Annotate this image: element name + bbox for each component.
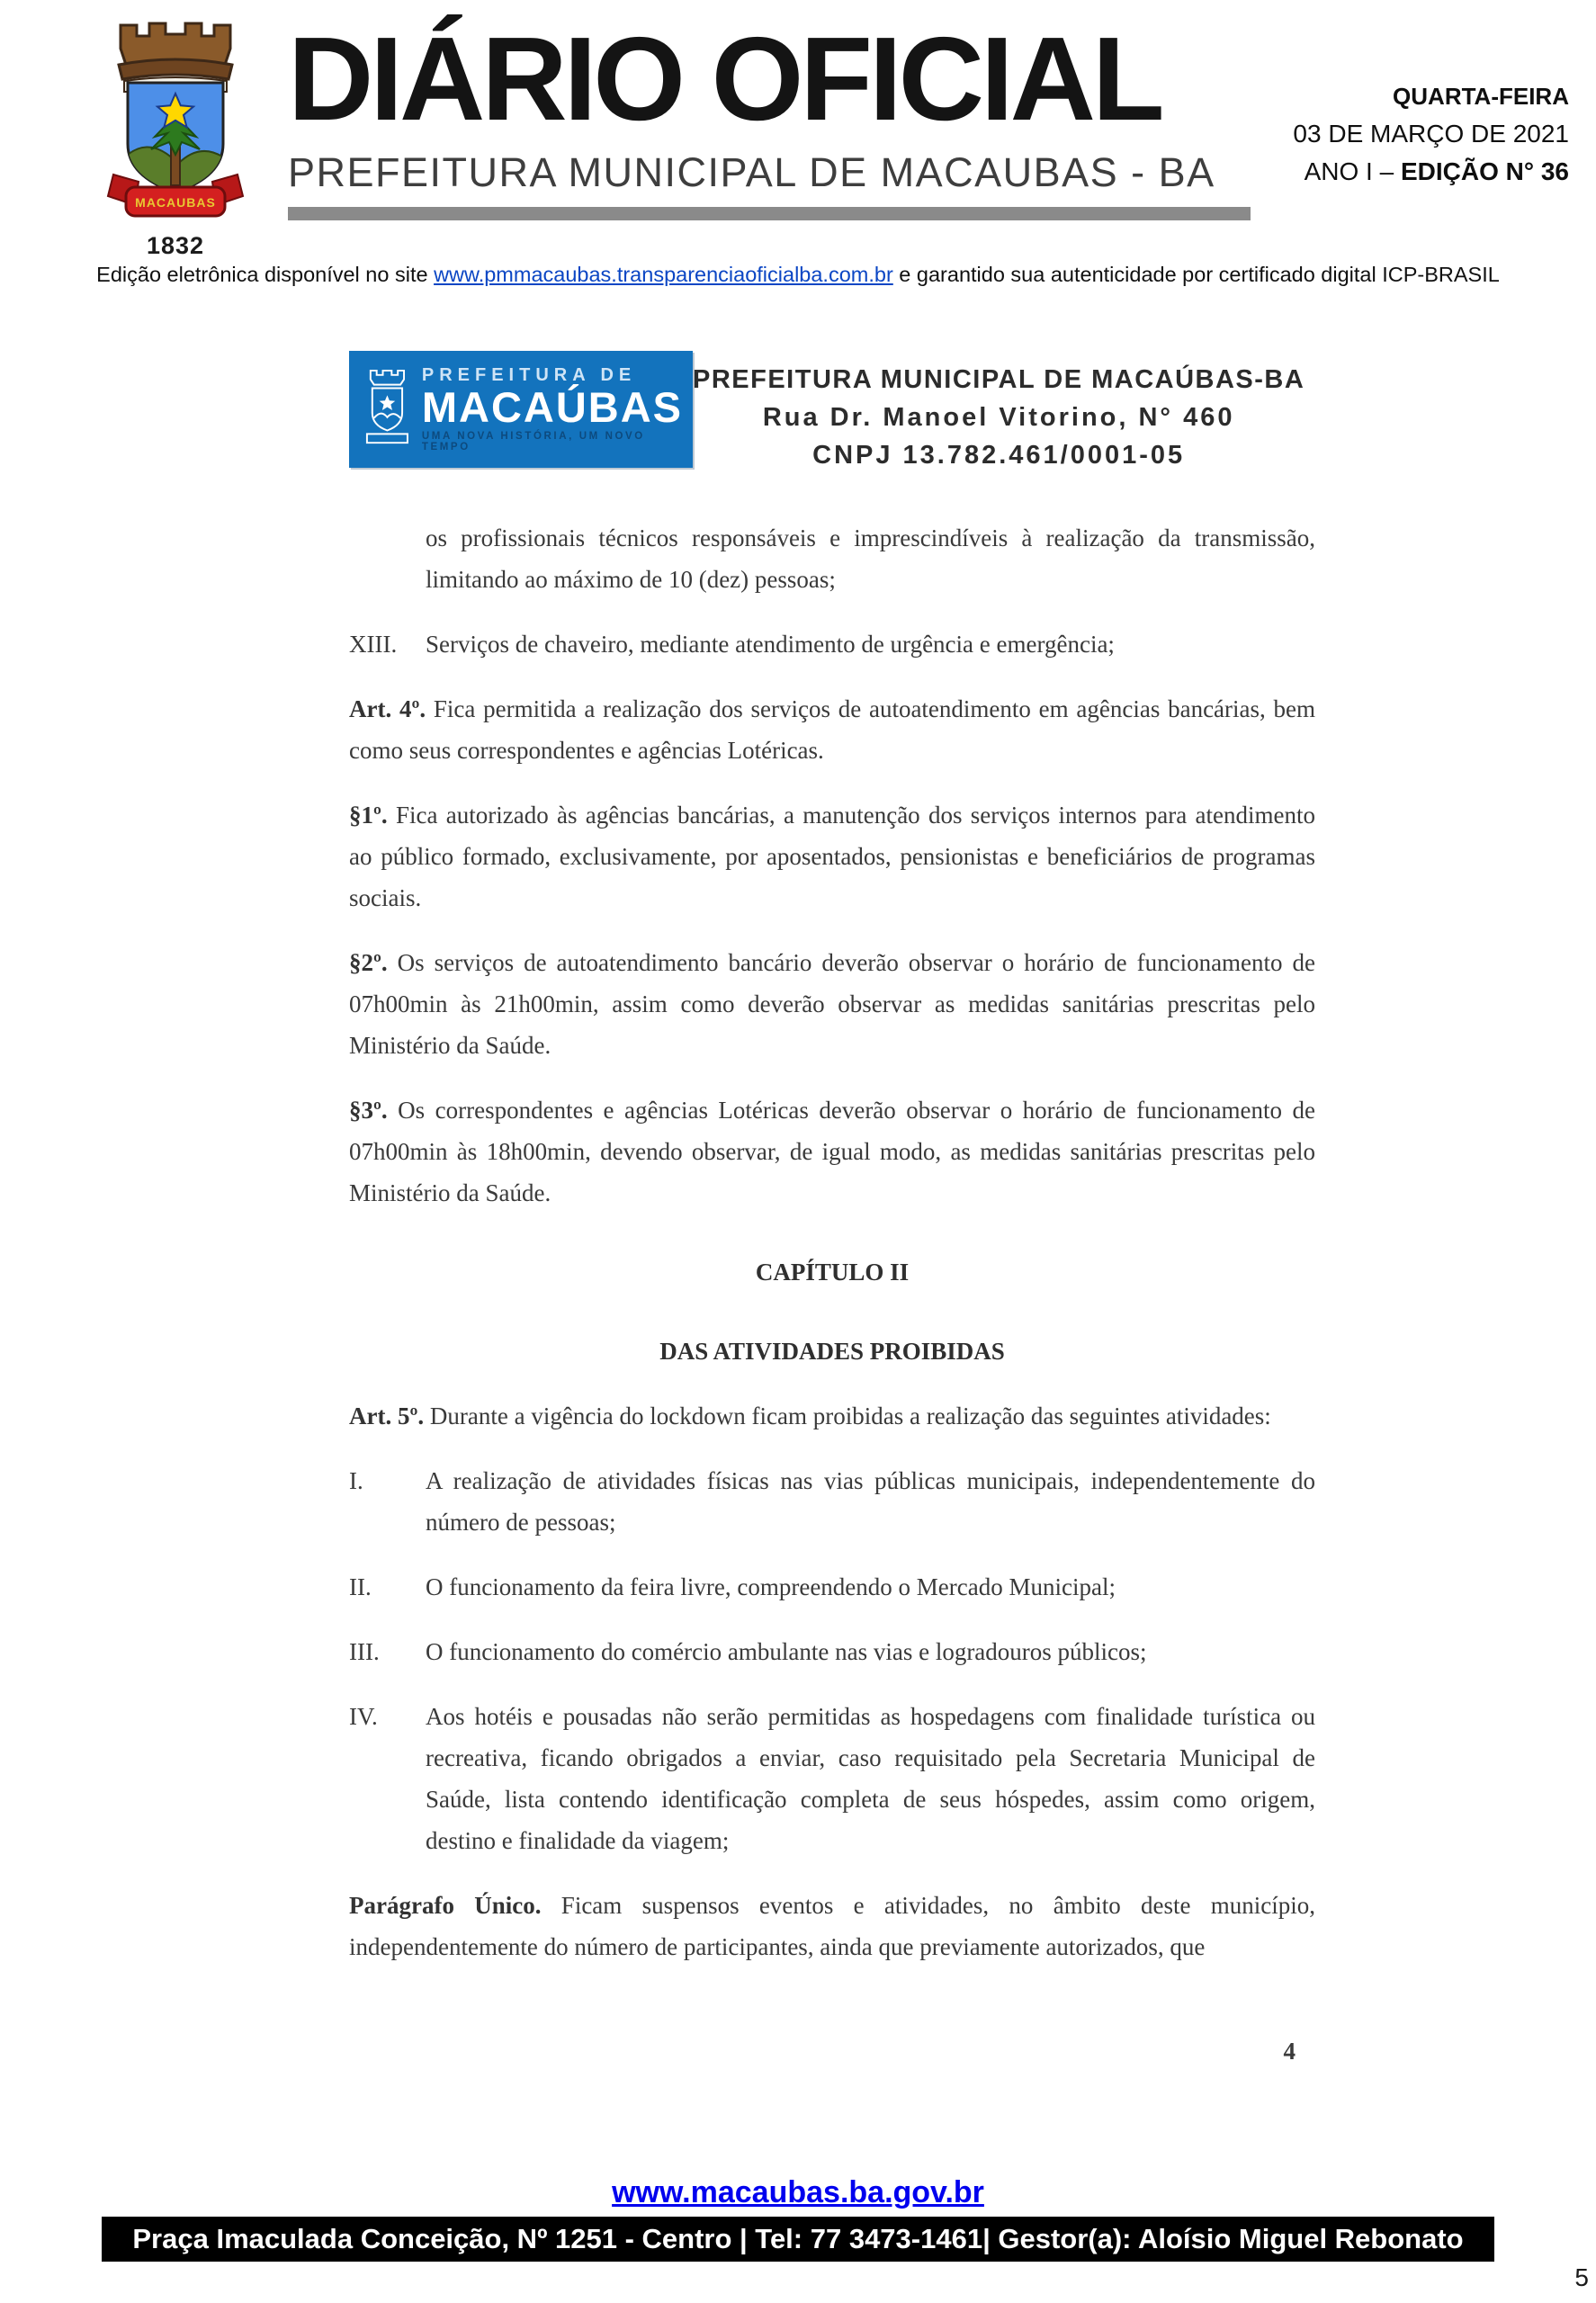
footer-address-text: Praça Imaculada Conceição, Nº 1251 - Centro | Tel: 77 3473-1461| Gestor(a): Aloísio Miguel Rebonato xyxy=(132,2223,1464,2254)
pdf-page-number: 5 xyxy=(1574,2263,1589,2291)
article-label: §3º. xyxy=(349,1097,388,1124)
prefeitura-logo-box xyxy=(349,351,693,468)
list-item xyxy=(349,623,1315,665)
article-text: Durante a vigência do lockdown ficam proibidas a realização das seguintes atividades: xyxy=(429,1402,1271,1429)
logo-slogan: UMA NOVA HISTÓRIA, UM NOVO TEMPO xyxy=(421,431,645,453)
letterhead-cnpj: CNPJ 13.782.461/0001-05 xyxy=(812,441,1186,470)
list-item xyxy=(349,1566,1315,1608)
article-paragraph xyxy=(349,688,1315,771)
list-item-label: I. xyxy=(349,1467,363,1494)
letterhead-text xyxy=(693,351,1340,470)
authenticity-line xyxy=(0,263,1596,287)
article-label: §1º. xyxy=(349,802,388,829)
ribbon-text: MACAUBAS xyxy=(135,195,216,210)
list-item xyxy=(349,1460,1315,1543)
edition-date: 03 DE MARÇO DE 2021 xyxy=(1293,120,1569,148)
continuation-paragraph: os profissionais técnicos responsáveis e imprescindíveis à realização da transmissão, limitando ao máximo de 10 (dez) pessoas; xyxy=(426,524,1315,593)
article-paragraph xyxy=(349,1885,1315,1967)
crown-band xyxy=(119,59,232,79)
edition-weekday: QUARTA-FEIRA xyxy=(1393,83,1569,110)
list-item xyxy=(349,1631,1315,1672)
list-item-label: XIII. xyxy=(349,631,398,658)
list-item-label: IV. xyxy=(349,1703,378,1730)
authenticity-text-before: Edição eletrônica disponível no site xyxy=(96,263,435,286)
article-text: Fica autorizado às agências bancárias, a manutenção dos serviços internos para atendimento ao público formado, exclusivamente, por aposentados, pensionistas e beneficiários de programas sociais. xyxy=(349,802,1316,911)
article-text: Os serviços de autoatendimento bancário deverão observar o horário de funcionamento de 07h00min às 21h00min, assim como deverão observar as medidas sanitárias prescritas pelo Ministério da Saúde. xyxy=(349,949,1316,1059)
city-website-link[interactable]: www.macaubas.ba.gov.br xyxy=(612,2175,984,2209)
edition-block xyxy=(1293,83,1569,186)
transparency-site-link[interactable]: www.pmmacaubas.transparenciaoficialba.com.br xyxy=(434,263,893,286)
list-item-label: II. xyxy=(349,1573,372,1600)
prefeitura-crest-icon xyxy=(363,366,411,453)
masthead-rule xyxy=(288,207,1251,220)
article-label: Art. 5º. xyxy=(349,1402,425,1429)
scanned-document xyxy=(349,351,1315,2066)
document-body xyxy=(349,517,1315,1967)
article-paragraph xyxy=(349,942,1315,1066)
list-item-text: Aos hotéis e pousadas não serão permitidas as hospedagens com finalidade turística ou recreativa, ficando obrigados a enviar, caso requisitado pela Secretaria Municipal de Saúde, lista contendo identificação completa de seus hóspedes, assim como origem, destino e finalidade da viagem; xyxy=(426,1703,1315,1854)
article-paragraph xyxy=(349,794,1315,919)
logo-prefeitura-de: PREFEITURA DE xyxy=(421,364,637,385)
article-label: Parágrafo Único. xyxy=(349,1892,542,1919)
macaubas-coat-of-arms-icon xyxy=(99,11,252,227)
article-text: Fica permitida a realização dos serviços de autoatendimento em agências bancárias, bem como seus correspondentes e agências Lotéricas. xyxy=(349,695,1316,764)
edition-number-bold: EDIÇÃO N° 36 xyxy=(1400,157,1569,185)
article-label: §2º. xyxy=(349,949,388,976)
masthead-title-block xyxy=(288,13,1255,220)
prefeitura-logo-text xyxy=(422,366,693,453)
coat-of-arms-block xyxy=(92,11,259,260)
gazette-title: DIÁRIO OFICIAL xyxy=(288,13,1161,145)
article-text: Os correspondentes e agências Lotéricas deverão observar o horário de funcionamento de 07h00min às 18h00min, devendo observar, de igual modo, as medidas sanitárias prescritas pelo Ministério da Saúde. xyxy=(349,1097,1315,1206)
edition-year-label: ANO I – xyxy=(1304,157,1401,185)
chapter-heading: DAS ATIVIDADES PROIBIDAS xyxy=(659,1338,1005,1365)
letterhead-org: PREFEITURA MUNICIPAL DE MACAÚBAS-BA xyxy=(693,365,1305,394)
gazette-subtitle: PREFEITURA MUNICIPAL DE MACAUBAS - BA xyxy=(288,149,1215,195)
list-item xyxy=(349,1696,1315,1861)
crest-year: 1832 xyxy=(146,232,205,259)
article-paragraph xyxy=(349,1089,1315,1214)
logo-macaubas: MACAÚBAS xyxy=(421,382,684,431)
letterhead-address: Rua Dr. Manoel Vitorino, N° 460 xyxy=(762,403,1235,432)
list-item-text: A realização de atividades físicas nas vias públicas municipais, independentemente do número de pessoas; xyxy=(426,1467,1315,1536)
authenticity-text-after: e garantido sua autenticidade por certificado digital ICP-BRASIL xyxy=(892,263,1500,286)
document-page-number: 4 xyxy=(1283,2038,1296,2065)
chapter-heading: CAPÍTULO II xyxy=(755,1259,910,1286)
article-label: Art. 4º. xyxy=(349,695,426,722)
footer-address-bar xyxy=(102,2217,1494,2262)
article-paragraph xyxy=(349,1395,1315,1437)
document-letterhead xyxy=(349,351,1315,470)
edition-number xyxy=(1293,157,1569,186)
list-item-label: III. xyxy=(349,1638,380,1665)
article-text: Ficam suspensos eventos e atividades, no âmbito deste município, independentemente do número de participantes, ainda que previamente autorizados, que xyxy=(349,1892,1316,1960)
list-item-text: O funcionamento da feira livre, compreendendo o Mercado Municipal; xyxy=(426,1573,1116,1600)
list-item-text: O funcionamento do comércio ambulante nas vias e logradouros públicos; xyxy=(426,1638,1147,1665)
list-item-text: Serviços de chaveiro, mediante atendimento de urgência e emergência; xyxy=(426,631,1115,658)
